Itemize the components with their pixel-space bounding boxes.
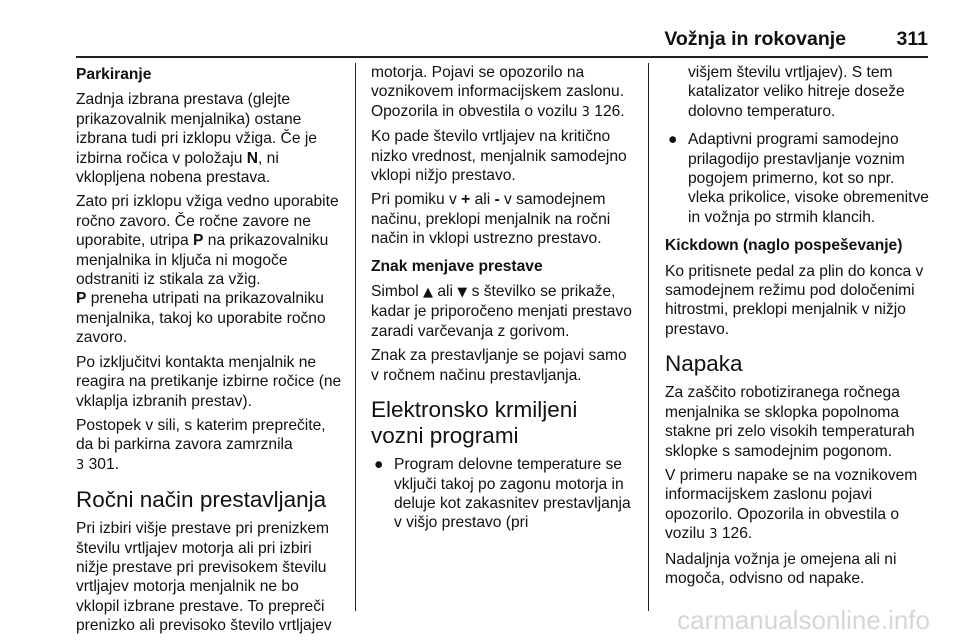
paragraph-kickdown: Ko pritisnete pedal za plin do konca v samodejnem režimu pod določenimi hitrostmi, preklopi menjalnik v nižjo prestavo. <box>665 262 924 338</box>
paragraph-fault-2: V primeru napake se na voznikovem informacijskem zaslonu pojavi opozorilo. Opozorila in obvestila o vozilu 3 126. <box>665 466 918 543</box>
paragraph-parking-2: Zato pri izklopu vžiga vedno uporabite ročno zavoro. Če ročne zavore ne uporabite, utripa P na prikazovalniku menjalnika in ključa ni mogoče odstraniti iz stikala za vžig. P preneha utripati na prikazovalniku menjalnika, takoj ko uporabite ročno zavoro. <box>76 193 339 347</box>
page-ref-link[interactable]: 301. <box>88 455 119 473</box>
page-ref-link[interactable]: 126. <box>721 525 753 543</box>
paragraph-parking-3: Po izključitvi kontakta menjalnik ne reagira na pretikanje izbirne ročice (ne vklaplja izbranih prestav). <box>76 353 342 410</box>
chapter-title: Vožnja in rokovanje <box>664 28 846 50</box>
column-divider-1 <box>355 63 356 611</box>
paragraph-manual-2: motorja. Pojavi se opozorilo na voznikovem informacijskem zaslonu. Opozorila in obvestila o vozilu 3 126. <box>371 64 625 120</box>
heading-kickdown: Kickdown (naglo pospeševanje) <box>665 237 903 255</box>
column-divider-2 <box>648 63 649 611</box>
heading-electronic-programs: Elektronsko krmiljeni vozni programi <box>371 397 578 449</box>
heading-shift-indicator: Znak menjave prestave <box>371 257 543 275</box>
column-1 <box>76 63 344 641</box>
paragraph-shift-2: Znak za prestavljanje se pojavi samo v ročnem načinu prestavljanja. <box>371 347 627 384</box>
programs-list-continued <box>665 63 931 227</box>
paragraph-manual-1: Pri izbiri višje prestave pri prenizkem številu vrtljajev motorja ali pri izbiri nižje prestave pri previsokem številu vrtljajev motorja menjalnik ne bo vklopil izbrane prestave. To prepreči prenizko ali previsoko število vrtljajev <box>76 520 332 635</box>
triangle-up-icon: ▲ <box>423 285 433 301</box>
paragraph-parking-1: Zadnja izbrana prestava (glejte prikazovalnik menjalnika) ostane izbrana tudi pri izklopu vžiga. Če je izbirna ročica v položaju N, ni vklopljena nobena prestava. <box>76 91 317 187</box>
list-item: ● Program delovne temperature se vključi takoj po zagonu motorja in deluje kot zakasnitev prestavljanja v višjo prestavo (pri <box>374 456 631 532</box>
list-item: ● Adaptivni programi samodejno prilagodijo prestavljanje voznim pogojem primerno, kot so npr. vleka prikolice, visoke obremenitve in vožnja po strmih klancih. <box>668 131 929 226</box>
paragraph-manual-3: Ko pade število vrtljajev na kritično nizko vrednost, menjalnik samodejno vklopi nižjo prestavo. <box>371 128 627 185</box>
paragraph-manual-4: Pri pomiku v + ali - v samodejnem načinu, preklopi menjalnik na ročni način in vklopi ustrezno prestavo. <box>371 191 611 248</box>
page-ref-icon: 3 <box>581 104 590 120</box>
heading-manual-mode: Ročni način prestavljanja <box>76 487 327 513</box>
paragraph-fault-3: Nadaljnja vožnja je omejena ali ni mogoča, odvisno od napake. <box>665 550 897 587</box>
page-number: 311 <box>896 28 928 50</box>
bullet-icon: ● <box>668 131 678 149</box>
header-rule <box>76 56 928 58</box>
page-ref-icon: 3 <box>709 527 718 543</box>
triangle-down-icon: ▼ <box>457 285 468 301</box>
bullet-icon: ● <box>374 456 384 474</box>
programs-list <box>371 455 635 533</box>
watermark: carmanualsonline.info <box>677 605 930 635</box>
column-3 <box>665 63 931 593</box>
heading-fault: Napaka <box>665 351 743 377</box>
list-item: višjem številu vrtljajev). S tem katalizator veliko hitreje doseže dolovno temperaturo. <box>688 64 905 120</box>
page-ref-link[interactable]: 126. <box>594 102 625 120</box>
page-header <box>76 28 928 58</box>
column-2 <box>371 63 635 542</box>
heading-parking: Parkiranje <box>76 66 152 83</box>
paragraph-parking-4: Postopek v sili, s katerim preprečite, da bi parkirna zavora zamrznila 3 301. <box>76 416 326 473</box>
paragraph-fault-1: Za zaščito robotiziranega ročnega menjalnika se sklopka popolnoma stakne pri zelo visokih temperaturah sklopke s samodejnim pogonom. <box>665 384 915 460</box>
paragraph-shift-1: Simbol ▲ ali ▼ s številko se prikaže, kadar je priporočeno menjati prestavo zaradi varčevanja z gorivom. <box>371 283 632 340</box>
page-ref-icon: 3 <box>76 457 85 473</box>
